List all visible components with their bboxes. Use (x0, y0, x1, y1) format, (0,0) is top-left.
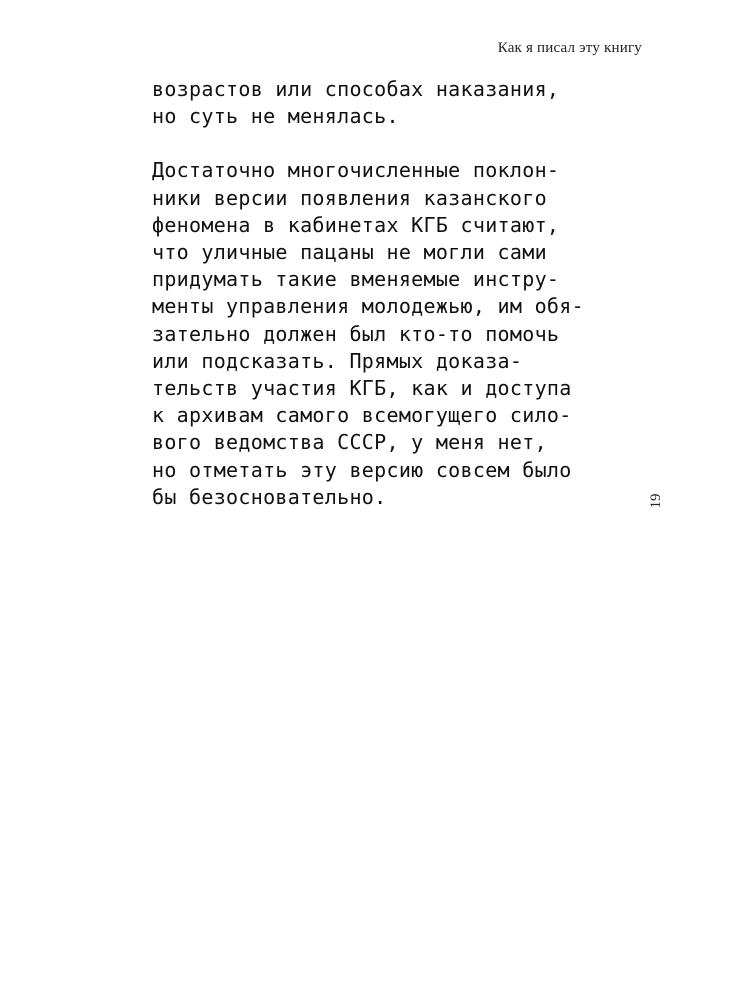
text-line: феномена в кабинетах КГБ считают, (152, 212, 560, 237)
text-line: зательно должен был кто-то помочь (152, 321, 560, 346)
paragraph-2 (152, 157, 652, 511)
text-line: или подсказать. Прямых доказа- (152, 348, 523, 373)
paragraph-1 (152, 76, 652, 130)
text-line: что уличные пацаны не могли сами (152, 240, 547, 265)
text-line: возрастов или способах наказания, (152, 77, 560, 101)
text-line: но суть не менялась. (152, 104, 399, 129)
text-line: придумать такие вменяемые инстру- (152, 267, 560, 292)
text-line: тельств участия КГБ, как и доступа (152, 376, 572, 401)
text-line: бы безосновательно. (152, 484, 387, 509)
body-text (152, 76, 652, 511)
text-line: к архивам самого всемогущего сило- (152, 403, 572, 428)
text-line: вого ведомства СССР, у меня нет, (152, 430, 547, 455)
text-line: Достаточно многочисленные поклон- (152, 158, 560, 183)
page-number: 19 (648, 493, 664, 509)
text-line: но отметать эту версию совсем было (152, 457, 572, 482)
text-line: менты управления молодежью, им обя- (152, 294, 584, 319)
text-line: ники версии появления казанского (152, 185, 547, 210)
running-header: Как я писал эту книгу (497, 40, 642, 56)
